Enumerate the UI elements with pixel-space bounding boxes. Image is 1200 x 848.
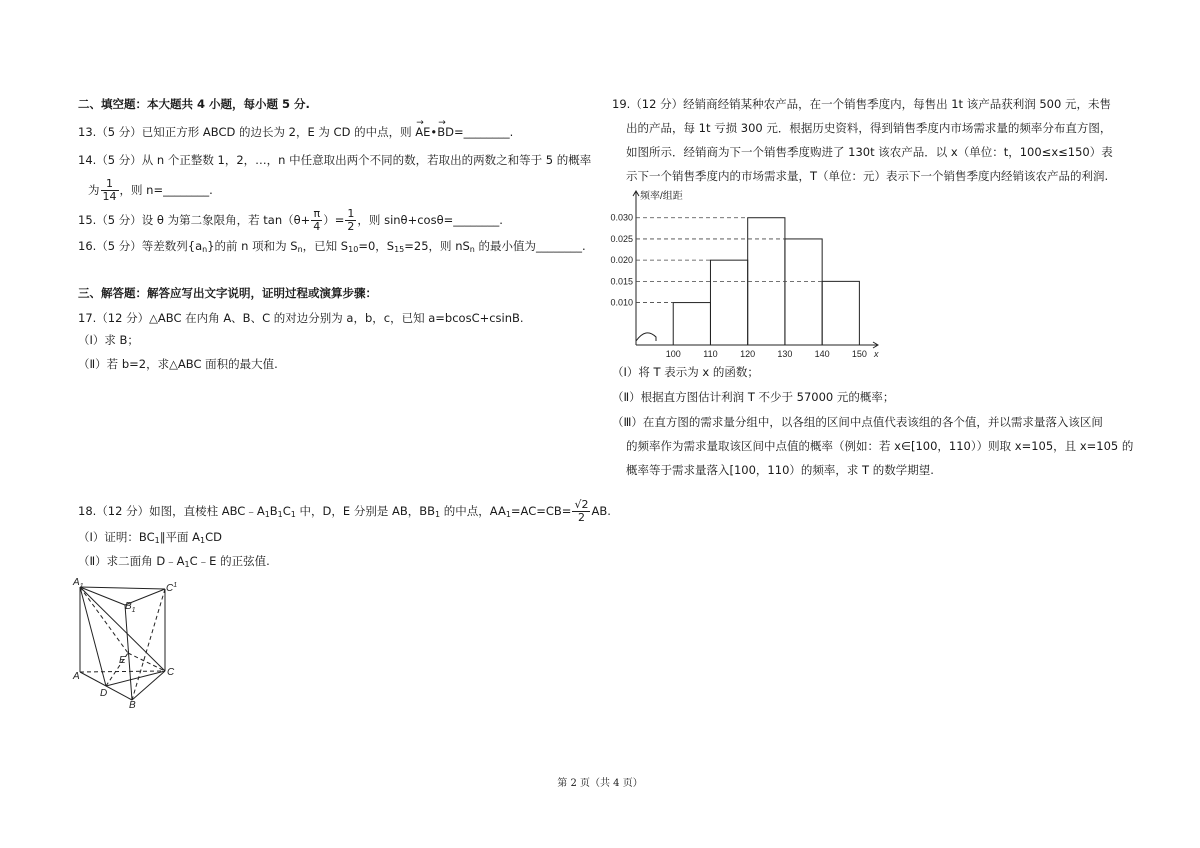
question-18-part1: （Ⅰ）证明：$BC_1\parallel$平面 $A_1CD$ [78, 530, 222, 545]
question-19-part2: （Ⅱ）根据直方图估计利润 T 不少于 57000 元的概率； [612, 390, 895, 404]
label-b: B [129, 700, 136, 710]
y-tick-label: 0.020 [610, 255, 633, 266]
x-tick-label: 140 [814, 349, 830, 359]
question-15: 15.（5 分）设 θ 为第二象限角，若 tan（θ+ $\frac{\pi}{4}$ ）= $\frac{1}{2}$ ，则 sinθ+cosθ=________. [78, 207, 503, 233]
label-d: D [100, 688, 108, 699]
x-tick-label: 150 [851, 349, 867, 359]
histogram-chart [600, 185, 890, 360]
question-19-part3b: 的频率作为需求量取该区间中点值的概率（例如：若 x∈[100，110））则取 x=105，且 x=105 的 [626, 439, 1134, 453]
fraction: $\frac{1}{2}$ [347, 207, 355, 233]
section2-heading: 二、填空题：本大题共 4 小题，每小题 5 分. [78, 97, 310, 111]
histogram-bar [822, 281, 859, 345]
y-tick-label: 0.030 [610, 212, 633, 223]
histogram-bar [785, 239, 822, 345]
vector-ae: → AE [415, 124, 430, 140]
question-19-line1: 19.（12 分）经销商经销某种农产品，在一个销售季度内，每售出 1t 该产品获利润 500 元，未售 [612, 97, 1111, 111]
y-axis-label: 频率/组距 [640, 191, 683, 202]
question-19-part3a: （Ⅲ）在直方图的需求量分组中，以各组的区间中点值代表该组的各个值，并以需求量落入该区间 [612, 415, 1103, 429]
question-19-line4: 示下一个销售季度内的市场需求量，T（单位：元）表示下一个销售季度内经销该农产品的利润. [626, 169, 1109, 183]
axis-break [636, 333, 656, 341]
question-14-line2: 为 $\frac{1}{14}$ ，则 n=________. [88, 177, 213, 203]
page-footer: 第 2 页（共 4 页） [557, 778, 643, 789]
x-axis-label: x [874, 349, 879, 359]
question-17: 17.（12 分）△ABC 在内角 A、B、C 的对边分别为 a，b，c，已知 a=bcosC+csinB. [78, 311, 524, 325]
section3-heading: 三、解答题：解答应写出文字说明，证明过程或演算步骤： [78, 286, 377, 300]
histogram-bar [710, 260, 747, 345]
label-c: C [167, 667, 175, 678]
label-e: E [119, 655, 126, 666]
label-a: A [73, 671, 80, 682]
question-17-part2: （Ⅱ）若 b=2，求△ABC 面积的最大值. [78, 357, 278, 371]
y-tick-label: 0.025 [610, 233, 633, 244]
prism-figure [70, 575, 190, 710]
question-19-line2: 出的产品，每 1t 亏损 300 元．根据历史资料，得到销售季度内市场需求量的频率分布直方图， [626, 121, 1112, 135]
fraction: $\frac{1}{14}$ [102, 177, 117, 203]
question-19-part3c: 概率等于需求量落入[100，110）的频率，求 T 的数学期望. [626, 463, 934, 477]
label-a1: $A_1$ [73, 577, 84, 590]
question-14-line1: 14.（5 分）从 n 个正整数 1，2，…，n 中任意取出两个不同的数，若取出的两数之和等于 5 的概率 [78, 153, 592, 167]
question-13: 13.（5 分）已知正方形 ABCD 的边长为 2，E 为 CD 的中点，则 → AE•→ BD=________. [78, 124, 513, 140]
histogram-bar [673, 303, 710, 345]
fraction: $\frac{√2}{2}$ [574, 498, 589, 524]
y-tick-label: 0.015 [610, 276, 633, 287]
fraction: $\frac{\pi}{4}$ [313, 207, 321, 233]
label-b1: $B_1$ [125, 601, 136, 614]
y-tick-label: 0.010 [610, 297, 633, 308]
question-16: 16.（5 分）等差数列$\{a_n\}$的前 n 项和为 $S_n$，已知 $S_{10}=0$，$S_{15}=25$，则 $nS_n$ 的最小值为________. [78, 239, 586, 254]
question-18: 18.（12 分）如图，直棱柱 $ABC﹣A_1B_1C_1$ 中，D，E 分别是 AB，$BB_1$ 的中点，$AA_1=AC=CB=$ $\frac{√2}{2}$ AB. [78, 498, 611, 524]
x-tick-label: 130 [777, 349, 793, 359]
question-19-line3: 如图所示．经销商为下一个销售季度购进了 130t 该农产品．以 x（单位：t，100≤x≤150）表 [626, 145, 1113, 159]
x-tick-label: 100 [665, 349, 681, 359]
question-19-part1: （Ⅰ）将 T 表示为 x 的函数； [612, 365, 759, 379]
x-tick-label: 120 [740, 349, 756, 359]
question-18-part2: （Ⅱ）求二面角 $D﹣A_1C﹣E$ 的正弦值. [78, 554, 270, 569]
label-c1: $C^1$ [166, 582, 178, 594]
question-17-part1: （Ⅰ）求 B； [78, 333, 139, 347]
x-tick-label: 110 [703, 349, 718, 359]
vector-bd: → BD [437, 124, 454, 140]
